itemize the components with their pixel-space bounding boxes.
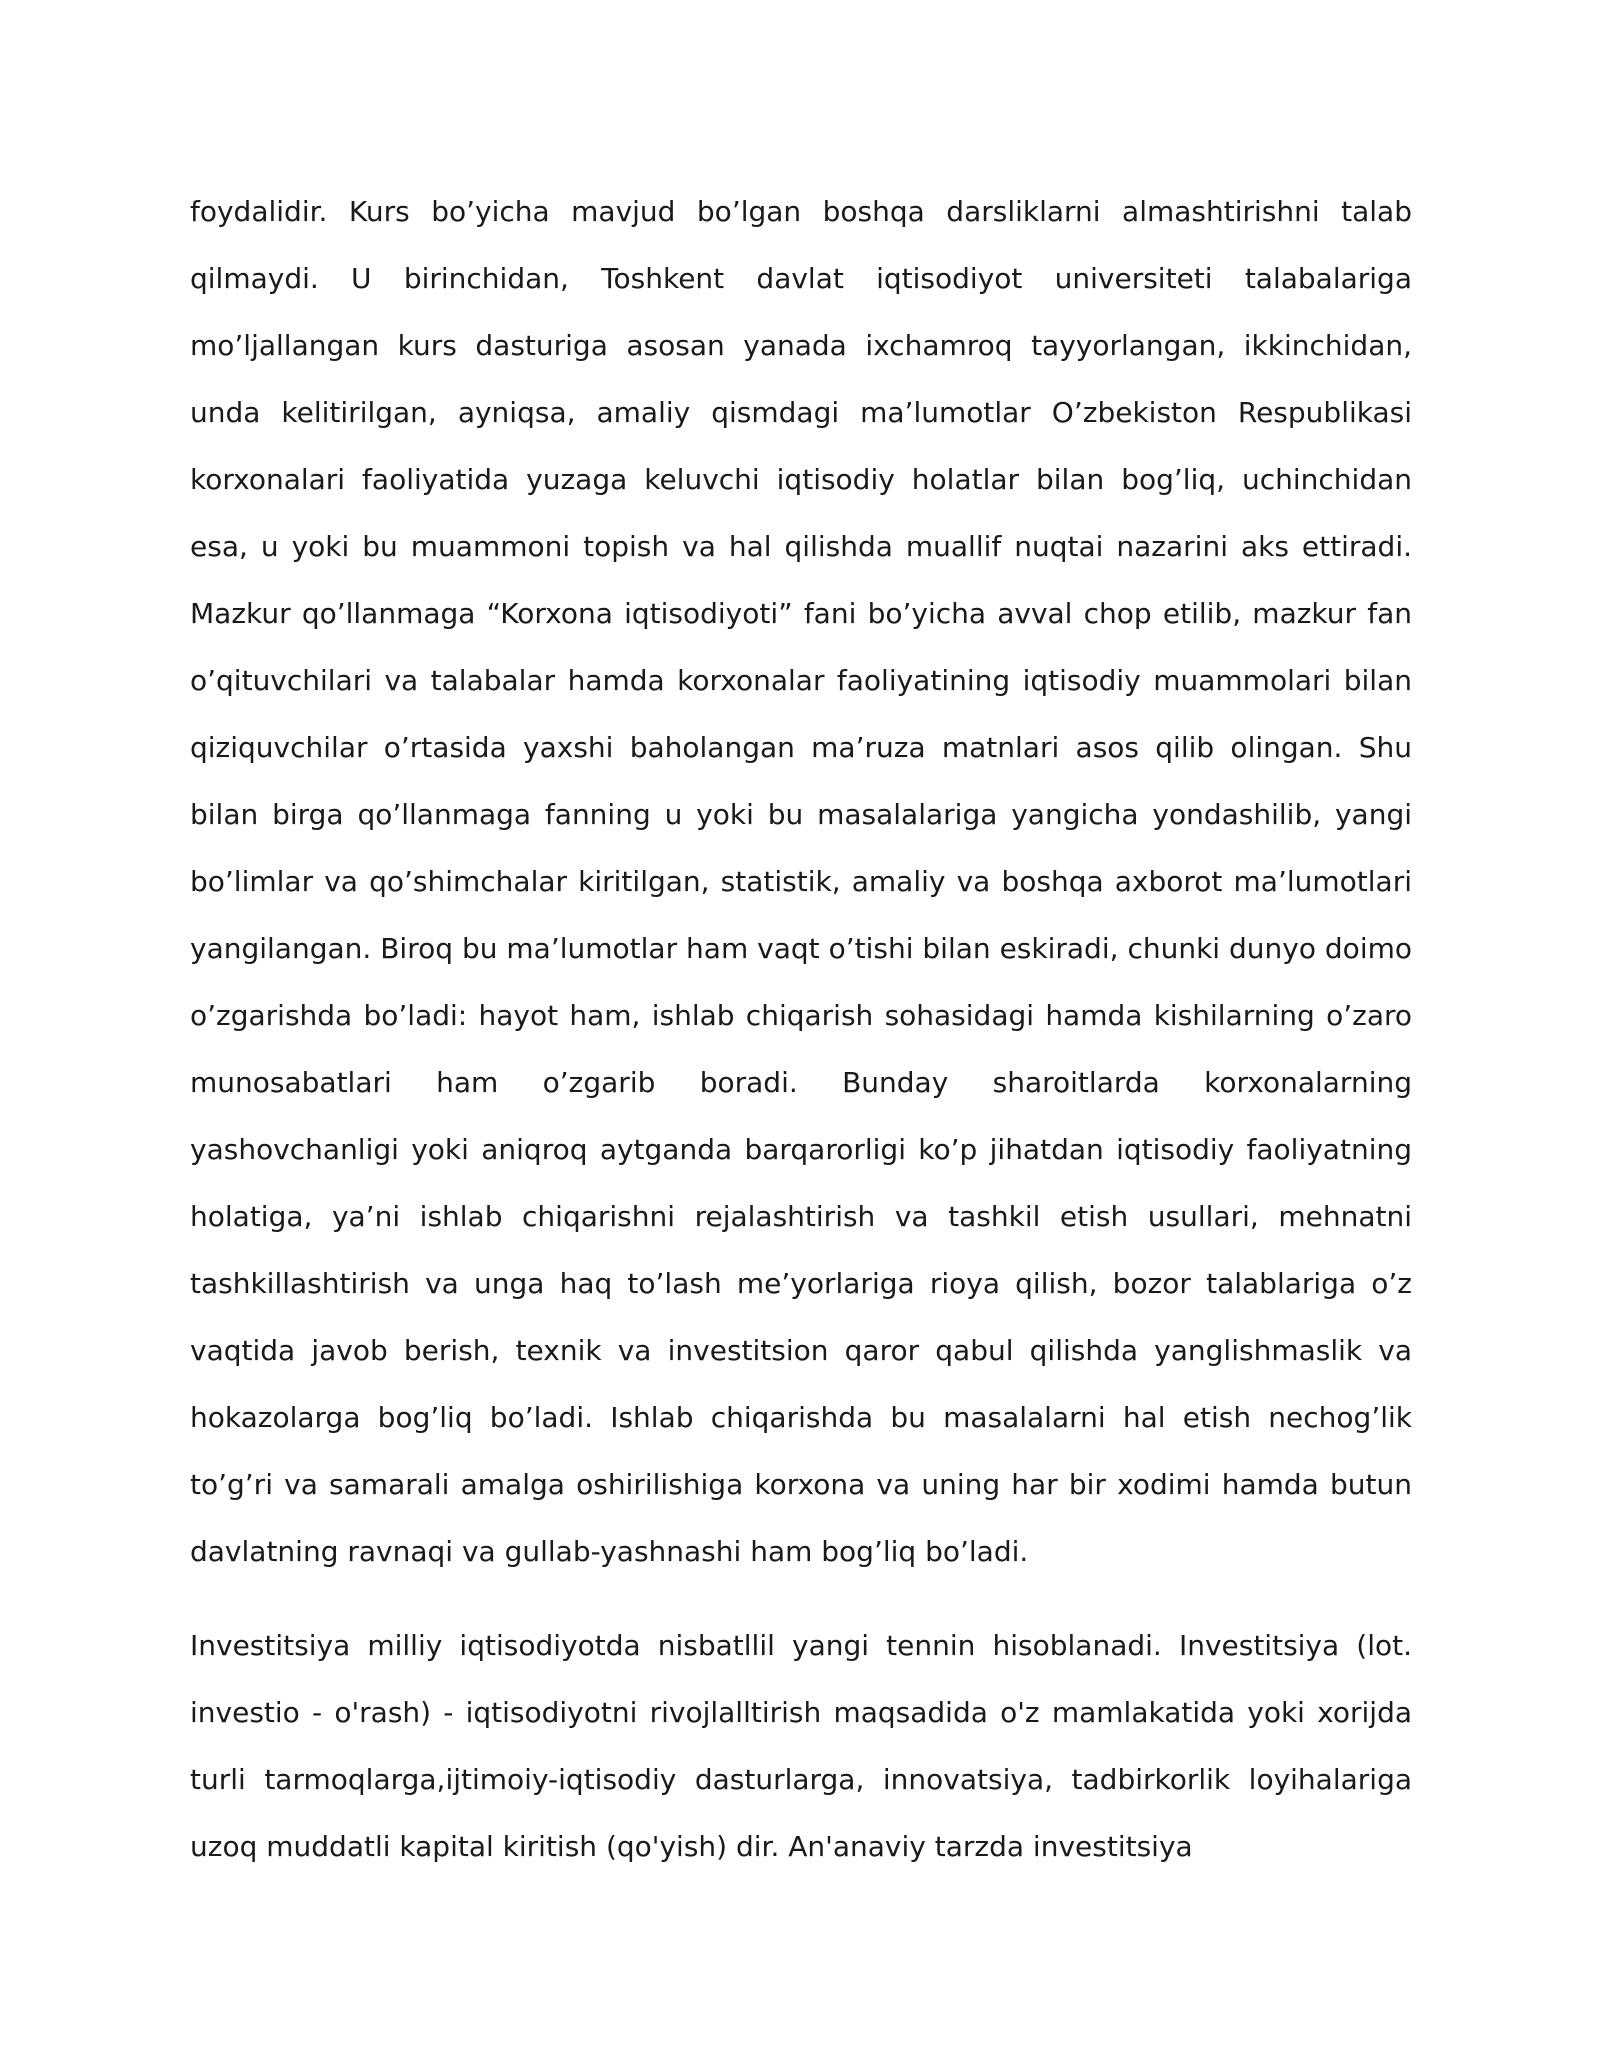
body-paragraph: Investitsiya milliy iqtisodiyotda nisbatllil yangi tennin hisoblanadi. Investitsiya (lot. investio - o'rash) - iqtisodiyotni rivojlalltirish maqsadida o'z mamlakatida yoki xorijda turli tarmoqlarga,ijtimoiy-iqtisodiy dasturlarga, innovatsiya, tadbirkorlik loyihalariga uzoq muddatli kapital kiritish (qo'yish) dir. An'anaviy tarzda investitsiya [190, 1629, 1412, 1863]
body-paragraph: foydalidir. Kurs bo’yicha mavjud bo’lgan boshqa darsliklarni almashtirishni talab qilmaydi. U birinchidan, Toshkent davlat iqtisodiyot universiteti talabalariga mo’ljallangan kurs dasturiga asosan yanada ixchamroq tayyorlangan, ikkinchidan, unda kelitirilgan, ayniqsa, amaliy qismdagi ma’lumotlar O’zbekiston Respublikasi korxonalari faoliyatida yuzaga keluvchi iqtisodiy holatlar bilan bog’liq, uchinchidan esa, u yoki bu muammoni topish va hal qilishda muallif nuqtai nazarini aks ettiradi. Mazkur qo’llanmaga “Korxona iqtisodiyoti” fani bo’yicha avval chop etilib, mazkur fan o’qituvchilari va talabalar hamda korxonalar faoliyatining iqtisodiy muammolari bilan qiziquvchilar o’rtasida yaxshi baholangan ma’ruza matnlari asos qilib olingan. Shu bilan birga qo’llanmaga fanning u yoki bu masalalariga yangicha yondashilib, yangi bo’limlar va qo’shimchalar kiritilgan, statistik, amaliy va boshqa axborot ma’lumotlari yangilangan. Biroq bu ma’lumotlar ham vaqt o’tishi bilan eskiradi, chunki dunyo doimo o’zgarishda bo’ladi: hayot ham, ishlab chiqarish sohasidagi hamda kishilarning o’zaro munosabatlari ham o’zgarib boradi. Bunday sharoitlarda korxonalarning yashovchanligi yoki aniqroq aytganda barqarorligi ko’p jihatdan iqtisodiy faoliyatning holatiga, ya’ni ishlab chiqarishni rejalashtirish va tashkil etish usullari, mehnatni tashkillashtirish va unga haq to’lash me’yorlariga rioya qilish, bozor talablariga o’z vaqtida javob berish, texnik va investitsion qaror qabul qilishda yanglishmaslik va hokazolarga bog’liq bo’ladi. Ishlab chiqarishda bu masalalarni hal etish nechog’lik to’g’ri va samarali amalga oshirilishiga korxona va uning har bir xodimi hamda butun davlatning ravnaqi va gullab-yashnashi ham bog’liq bo’ladi. [190, 195, 1412, 1568]
